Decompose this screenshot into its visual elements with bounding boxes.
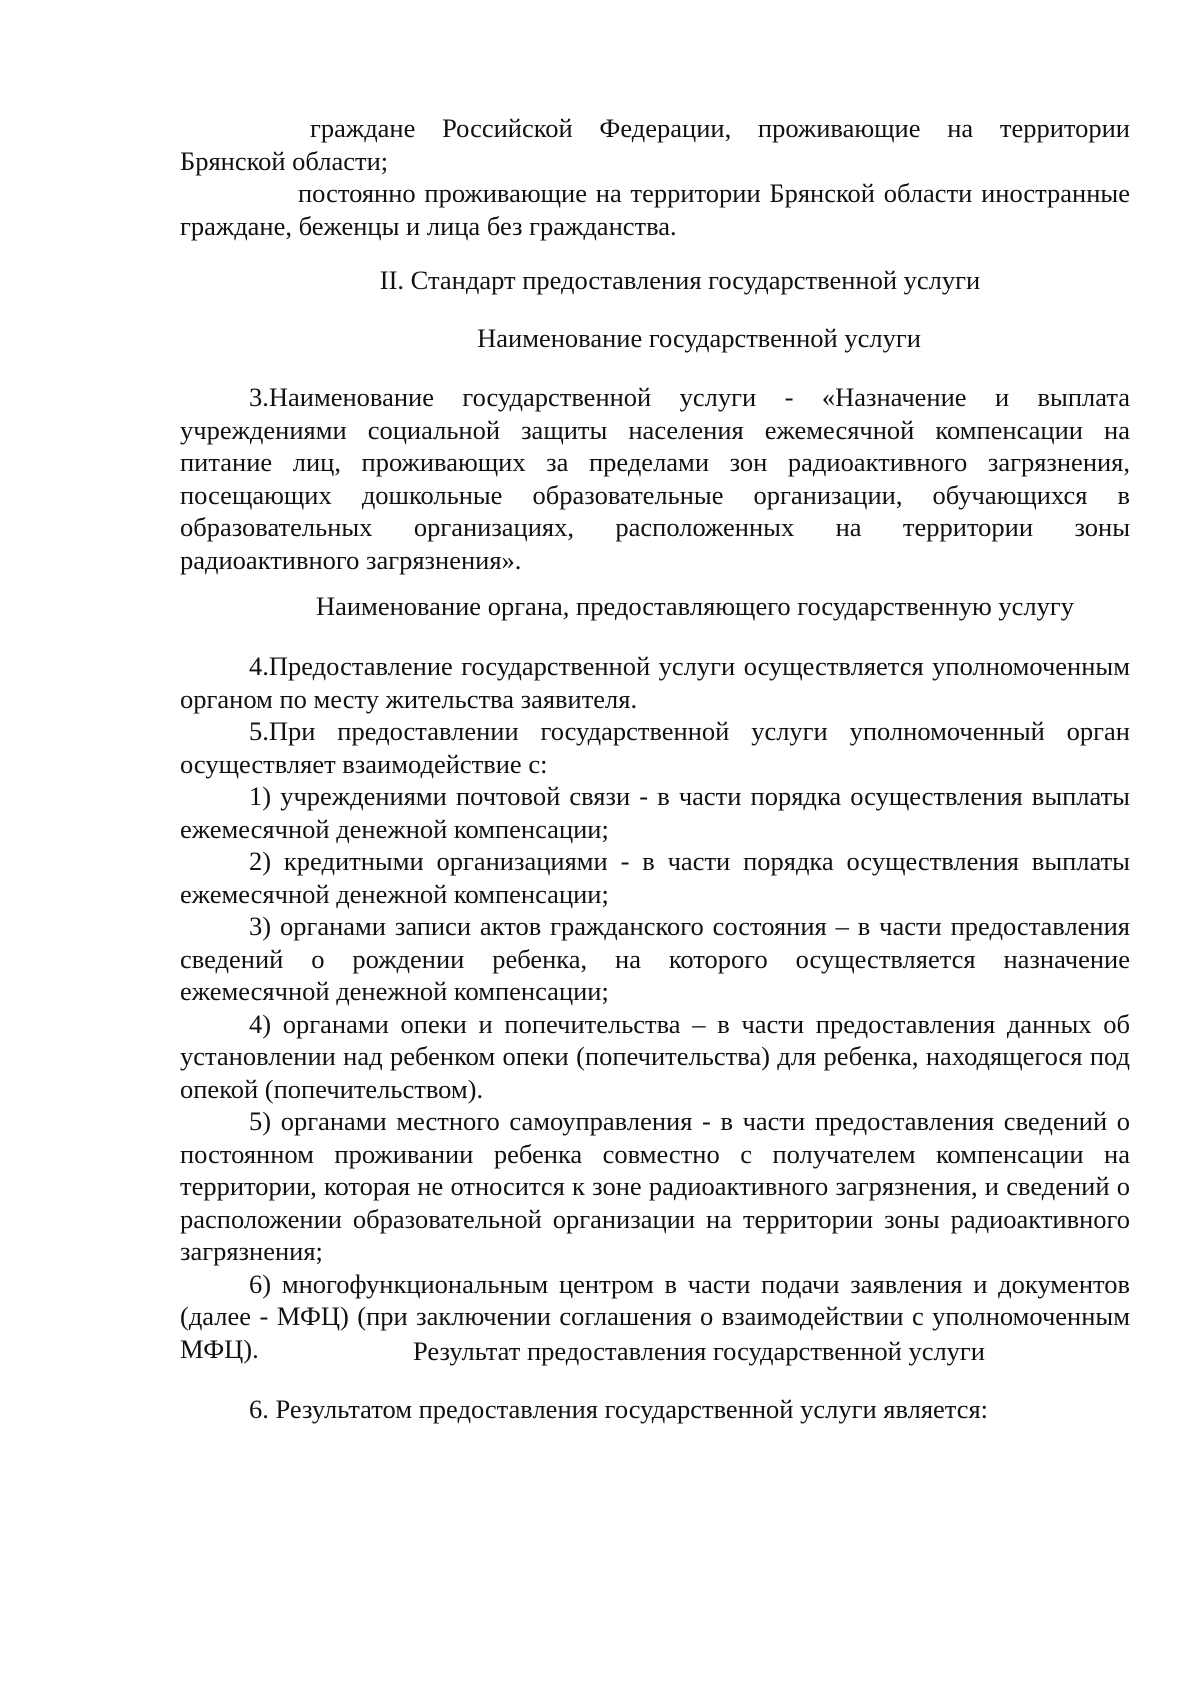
heading-result: Результат предоставления государственной услуги <box>413 1336 985 1366</box>
paragraph-item-6: 6. Результатом предоставления государственной услуги является: <box>249 1394 989 1424</box>
list-item-5-2: 2) кредитными организациями - в части порядка осуществления выплаты ежемесячной денежной компенсации; <box>180 846 1130 909</box>
list-item-5-4: 4) органами опеки и попечительства – в части предоставления данных об установлении над ребенком опеки (попечительства) для ребенка, находящегося под опекой (попечительством). <box>180 1008 1130 1104</box>
item-6-block <box>180 1393 1130 1426</box>
heading-name-of-service: Наименование государственной услуги <box>477 323 921 353</box>
paragraph-citizens: граждане Российской Федерации, проживающие на территории Брянской области; <box>180 113 1130 176</box>
items-4-5-block <box>180 650 1130 1365</box>
paragraph-item-5: 5.При предоставлении государственной услуги уполномоченный орган осуществляет взаимодействие с: <box>180 716 1130 779</box>
list-item-5-5: 5) органами местного самоуправления - в части предоставления сведений о постоянном проживании ребенка совместно с получателем компенсации на территории, которая не относится к зоне радиоактивного загрязнения, и сведений о расположении образовательной организации на территории зоны радиоактивного загрязнения; <box>180 1106 1130 1266</box>
list-item-5-6: 6) многофункциональным центром в части подачи заявления и документов (далее - МФЦ) (при заключении соглашения о взаимодействии с уполномоченным МФЦ). <box>180 1268 1130 1364</box>
paragraph-item-4: 4.Предоставление государственной услуги осуществляется уполномоченным органом по месту жительства заявителя. <box>180 651 1130 714</box>
heading-name-of-body: Наименование органа, предоставляющего государственную услугу <box>315 591 1075 621</box>
paragraph-item-3: 3.Наименование государственной услуги - «Назначение и выплата учреждениями социальной защиты населения ежемесячной компенсации на питание лиц, проживающих за пределами зон радиоактивного загрязнения, посещающих дошкольные образовательные организации, обучающихся в образовательных организациях, расположенных на территории зоны радиоактивного загрязнения». <box>180 382 1130 575</box>
section-title: II. Стандарт предоставления государственной услуги <box>379 265 981 295</box>
item-3-block <box>180 381 1130 576</box>
list-item-5-1: 1) учреждениями почтовой связи - в части порядка осуществления выплаты ежемесячной денежной компенсации; <box>180 781 1130 844</box>
paragraph-foreigners: постоянно проживающие на территории Брянской области иностранные граждане, беженцы и лица без гражданства. <box>180 178 1130 241</box>
list-item-5-3: 3) органами записи актов гражданского состояния – в части предоставления сведений о рождении ребенка, на которого осуществляется назначение ежемесячной денежной компенсации; <box>180 911 1130 1006</box>
intro-block <box>180 112 1130 242</box>
